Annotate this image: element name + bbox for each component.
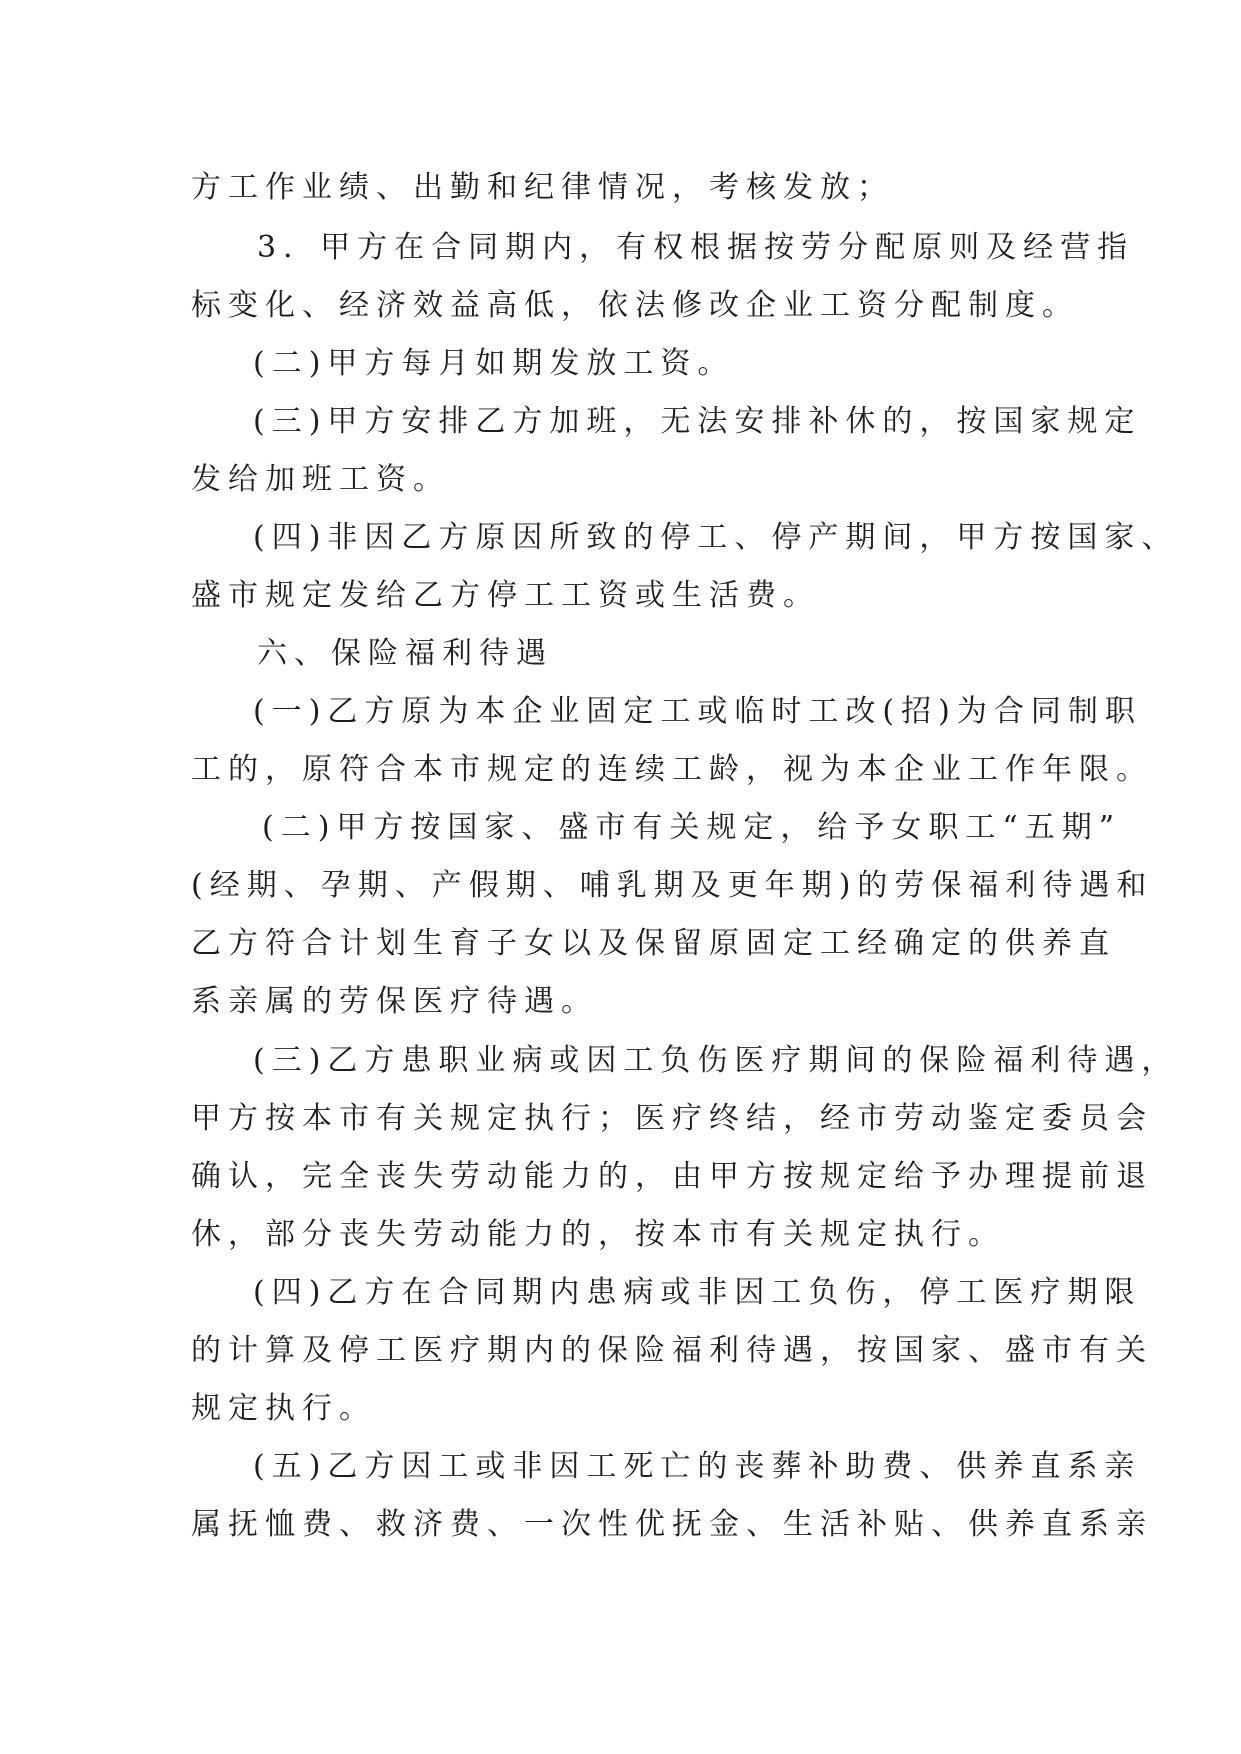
- text-line-24: 属抚恤费、救济费、一次性优抚金、生活补贴、供养直系亲: [191, 1507, 1153, 1542]
- text-line-4: (二)甲方每月如期发放工资。: [253, 346, 735, 381]
- text-line-12: (二)甲方按国家、盛市有关规定，给予女职工“五期”: [262, 810, 1122, 845]
- text-line-16: (三)乙方患职业病或因工负伤医疗期间的保险福利待遇，: [253, 1043, 1179, 1078]
- text-line-10: (一)乙方原为本企业固定工或临时工改(招)为合同制职: [253, 694, 1142, 729]
- text-line-1: 方工作业绩、出勤和纪律情况，考核发放；: [191, 170, 894, 205]
- text-line-11: 工的，原符合本市规定的连续工龄，视为本企业工作年限。: [191, 752, 1153, 787]
- text-line-18: 确认，完全丧失劳动能力的，由甲方按规定给予办理提前退: [191, 1159, 1153, 1194]
- text-line-2: 3．甲方在合同期内，有权根据按劳分配原则及经营指: [257, 230, 1135, 265]
- text-line-13: (经期、孕期、产假期、哺乳期及更年期)的劳保福利待遇和: [191, 868, 1154, 903]
- text-line-22: 规定执行。: [191, 1391, 376, 1426]
- text-line-19: 休，部分丧失劳动能力的，按本市有关规定执行。: [191, 1217, 1005, 1252]
- section-heading-insurance: 六、保险福利待遇: [257, 636, 553, 671]
- text-line-14: 乙方符合计划生育子女以及保留原固定工经确定的供养直: [191, 926, 1116, 961]
- text-line-21: 的计算及停工医疗期内的保险福利待遇，按国家、盛市有关: [191, 1333, 1153, 1368]
- text-line-8: 盛市规定发给乙方停工工资或生活费。: [191, 578, 820, 613]
- text-line-23: (五)乙方因工或非因工死亡的丧葬补助费、供养直系亲: [253, 1449, 1142, 1484]
- text-line-7: (四)非因乙方原因所致的停工、停产期间，甲方按国家、: [253, 520, 1179, 555]
- text-line-6: 发给加班工资。: [191, 462, 450, 497]
- text-line-3: 标变化、经济效益高低，依法修改企业工资分配制度。: [191, 288, 1079, 323]
- text-line-15: 系亲属的劳保医疗待遇。: [191, 984, 598, 1019]
- text-line-17: 甲方按本市有关规定执行；医疗终结，经市劳动鉴定委员会: [191, 1101, 1153, 1136]
- text-line-5: (三)甲方安排乙方加班，无法安排补休的，按国家规定: [253, 404, 1142, 439]
- text-line-20: (四)乙方在合同期内患病或非因工负伤，停工医疗期限: [253, 1275, 1142, 1310]
